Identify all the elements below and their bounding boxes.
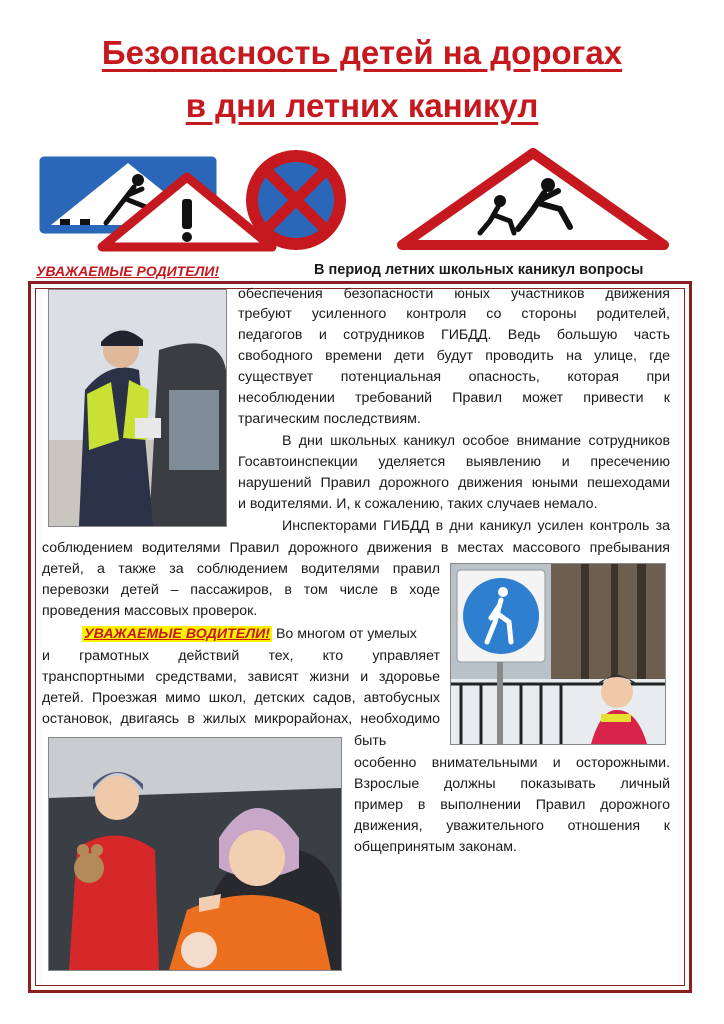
intro-line-4: свободного времени дети будут проводить на улице, где bbox=[238, 348, 670, 364]
children-car-photo bbox=[48, 737, 342, 971]
intro-line-1: обеспечения безопасности юных участников движения bbox=[238, 286, 670, 302]
parents-heading: УВАЖАЕМЫЕ РОДИТЕЛИ! bbox=[36, 263, 220, 279]
drivers-heading-line bbox=[82, 624, 442, 644]
para2-line-4: и водителями. И, к сожалению, таких случаев немало. bbox=[238, 496, 598, 512]
drivers-lead: Во многом от умелых bbox=[275, 626, 417, 642]
para3-line-1: Инспекторами ГИБДД в дни каникул усилен контроль за bbox=[282, 518, 670, 534]
drivers-tail-line-1: особенно внимательными и осторожными. bbox=[354, 755, 670, 771]
para3-line-3: детей, а также за соблюдением водителями правил bbox=[42, 561, 440, 577]
drivers-heading: УВАЖАЕМЫЕ ВОДИТЕЛИ! bbox=[84, 626, 271, 642]
drivers-tail-line-4: движения, уважительного отношения к bbox=[354, 818, 670, 834]
drivers-tail-line-3: пример в выполнении Правил дорожного bbox=[354, 797, 670, 813]
drivers-line-1: и грамотных действий тех, кто управляет bbox=[42, 648, 440, 664]
intro-line-2: требуют усиленного контроля со стороны родителей, bbox=[238, 306, 670, 322]
para3-line-5: проведения массовых проверок. bbox=[42, 603, 258, 619]
para2-line-1: В дни школьных каникул особое внимание сотрудников bbox=[282, 433, 670, 449]
page-title-line-1: Безопасность детей на дорогах bbox=[101, 34, 623, 71]
page-title-line-2: в дни летних каникул bbox=[185, 87, 539, 124]
drivers-line-3: детей. Проезжая мимо школ, детских садов, автобусных bbox=[42, 690, 440, 706]
intro-line-7: трагическим последствиям. bbox=[238, 411, 421, 427]
para2-line-3: нарушений Правил дорожного движения юными пешеходами bbox=[238, 475, 670, 491]
intro-line-5: существует потенциальная опасность, которая при bbox=[238, 369, 670, 385]
drivers-tail-line-5: общепринятым законам. bbox=[354, 839, 517, 855]
para2-line-2: Госавтоинспекции уделяется выявлению и пресечению bbox=[238, 454, 670, 470]
para3-line-2: соблюдением водителями Правил дорожного движения в местах массового пребывания bbox=[42, 540, 670, 556]
drivers-tail-line-2: Взрослые должны показывать личный bbox=[354, 776, 670, 792]
road-signs-banner bbox=[0, 145, 724, 255]
drivers-orphan: быть bbox=[354, 733, 387, 749]
para3-line-4: перевозки детей – пассажиров, в том числе в ходе bbox=[42, 582, 440, 598]
intro-line-6: несоблюдении требований Правил может привести к bbox=[238, 390, 670, 406]
drivers-line-4: остановок, двигаясь в жилых микрорайонах, необходимо bbox=[42, 711, 440, 727]
inspector-photo bbox=[48, 289, 227, 527]
intro-lead: В период летних школьных каникул вопросы bbox=[310, 262, 647, 278]
children-crossing-sign-icon bbox=[402, 153, 664, 245]
drivers-line-2: транспортными средствами, зависят жизни и здоровье bbox=[42, 669, 440, 685]
intro-line-3: педагогов и сотрудников ГИБДД. Ведь большую часть bbox=[238, 327, 670, 343]
pedestrian-sign-photo bbox=[450, 563, 666, 745]
